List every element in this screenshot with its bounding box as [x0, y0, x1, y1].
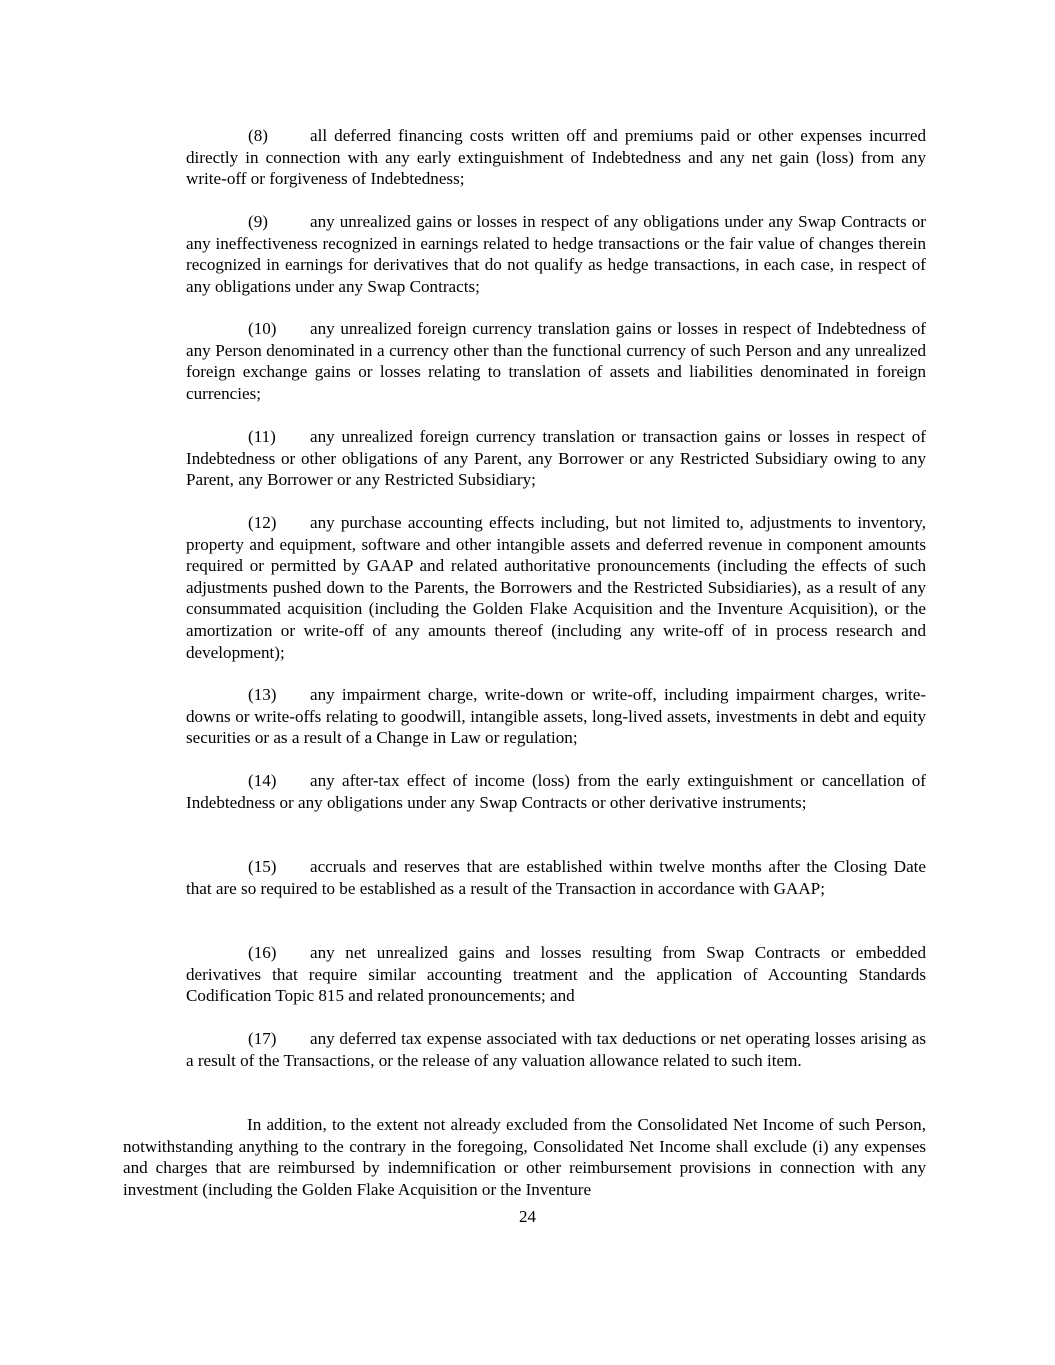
- item-text: any after-tax effect of income (loss) from the early extinguishment or cancellation of Indebtedness or any obligations under any Swap Contracts or other derivative instruments;: [186, 771, 926, 812]
- item-text: any impairment charge, write-down or write-off, including impairment charges, write-downs or write-offs relating to goodwill, intangible assets, long-lived assets, investments in debt and equity securities or as a result of a Change in Law or regulation;: [186, 685, 926, 748]
- item-text: any unrealized foreign currency translation gains or losses in respect of Indebtedness of any Person denominated in a currency other than the functional currency of such Person and any unrealized foreign exchange gains or losses relating to translation of assets and liabilities denominated in foreign currencies;: [186, 319, 926, 403]
- item-number: (9): [248, 212, 268, 231]
- list-item: [186, 684, 926, 749]
- item-text: all deferred financing costs written off and premiums paid or other expenses incurred directly in connection with any early extinguishment of Indebtedness and any net gain (loss) from any write-off or forgiveness of Indebtedness;: [186, 126, 926, 189]
- item-text: accruals and reserves that are established within twelve months after the Closing Date that are so required to be established as a result of the Transaction in accordance with GAAP;: [186, 857, 926, 898]
- list-item: [186, 426, 926, 491]
- item-number: (8): [248, 126, 268, 145]
- list-item: [186, 125, 926, 190]
- item-text: any purchase accounting effects including, but not limited to, adjustments to inventory, property and equipment, software and other intangible assets and deferred revenue in component amounts required or permitted by GAAP and related authoritative pronouncements (including the effects of such adjustments pushed down to the Parents, the Borrowers and the Restricted Subsidiaries), as a result of any consummated acquisition (including the Golden Flake Acquisition and the Inventure Acquisition), or the amortization or write-off of any amounts thereof (including any write-off of in process research and development);: [186, 513, 926, 662]
- item-number: (14): [248, 771, 277, 790]
- list-item: [186, 318, 926, 404]
- closing-paragraph: In addition, to the extent not already excluded from the Consolidated Net Income of such Person, notwithstanding anything to the contrary in the foregoing, Consolidated Net Income shall exclude (i) any expenses and charges that are reimbursed by indemnification or other reimbursement provisions in connection with any investment (including the Golden Flake Acquisition or the Inventure: [123, 1115, 926, 1199]
- item-number: (10): [248, 319, 277, 338]
- item-text: any net unrealized gains and losses resulting from Swap Contracts or embedded derivatives that require similar accounting treatment and the application of Accounting Standards Codification Topic 815 and related pronouncements; and: [186, 943, 926, 1006]
- list-item: [186, 211, 926, 297]
- item-text: any unrealized foreign currency translation or transaction gains or losses in respect of Indebtedness or other obligations of any Parent, any Borrower or any Restricted Subsidiary owing to any Parent, any Borrower or any Restricted Subsidiary;: [186, 427, 926, 490]
- page-number: 24: [518, 1207, 537, 1226]
- item-text: any unrealized gains or losses in respect of any obligations under any Swap Contracts or any ineffectiveness recognized in earnings related to hedge transactions or the fair value of changes therein recognized in earnings for derivatives that do not qualify as hedge transactions, in each case, in respect of any obligations under any Swap Contracts;: [186, 212, 926, 296]
- item-number: (17): [248, 1029, 277, 1048]
- item-number: (11): [248, 427, 276, 446]
- list-item: [186, 512, 926, 663]
- item-number: (16): [248, 943, 277, 962]
- list-item: [186, 942, 926, 1007]
- list-item: [186, 856, 926, 899]
- list-item: [186, 770, 926, 813]
- item-number: (13): [248, 685, 277, 704]
- item-text: any deferred tax expense associated with tax deductions or net operating losses arising as a result of the Transactions, or the release of any valuation allowance related to such item.: [186, 1029, 926, 1070]
- list-item: [186, 1028, 926, 1071]
- item-number: (12): [248, 513, 277, 532]
- item-number: (15): [248, 857, 277, 876]
